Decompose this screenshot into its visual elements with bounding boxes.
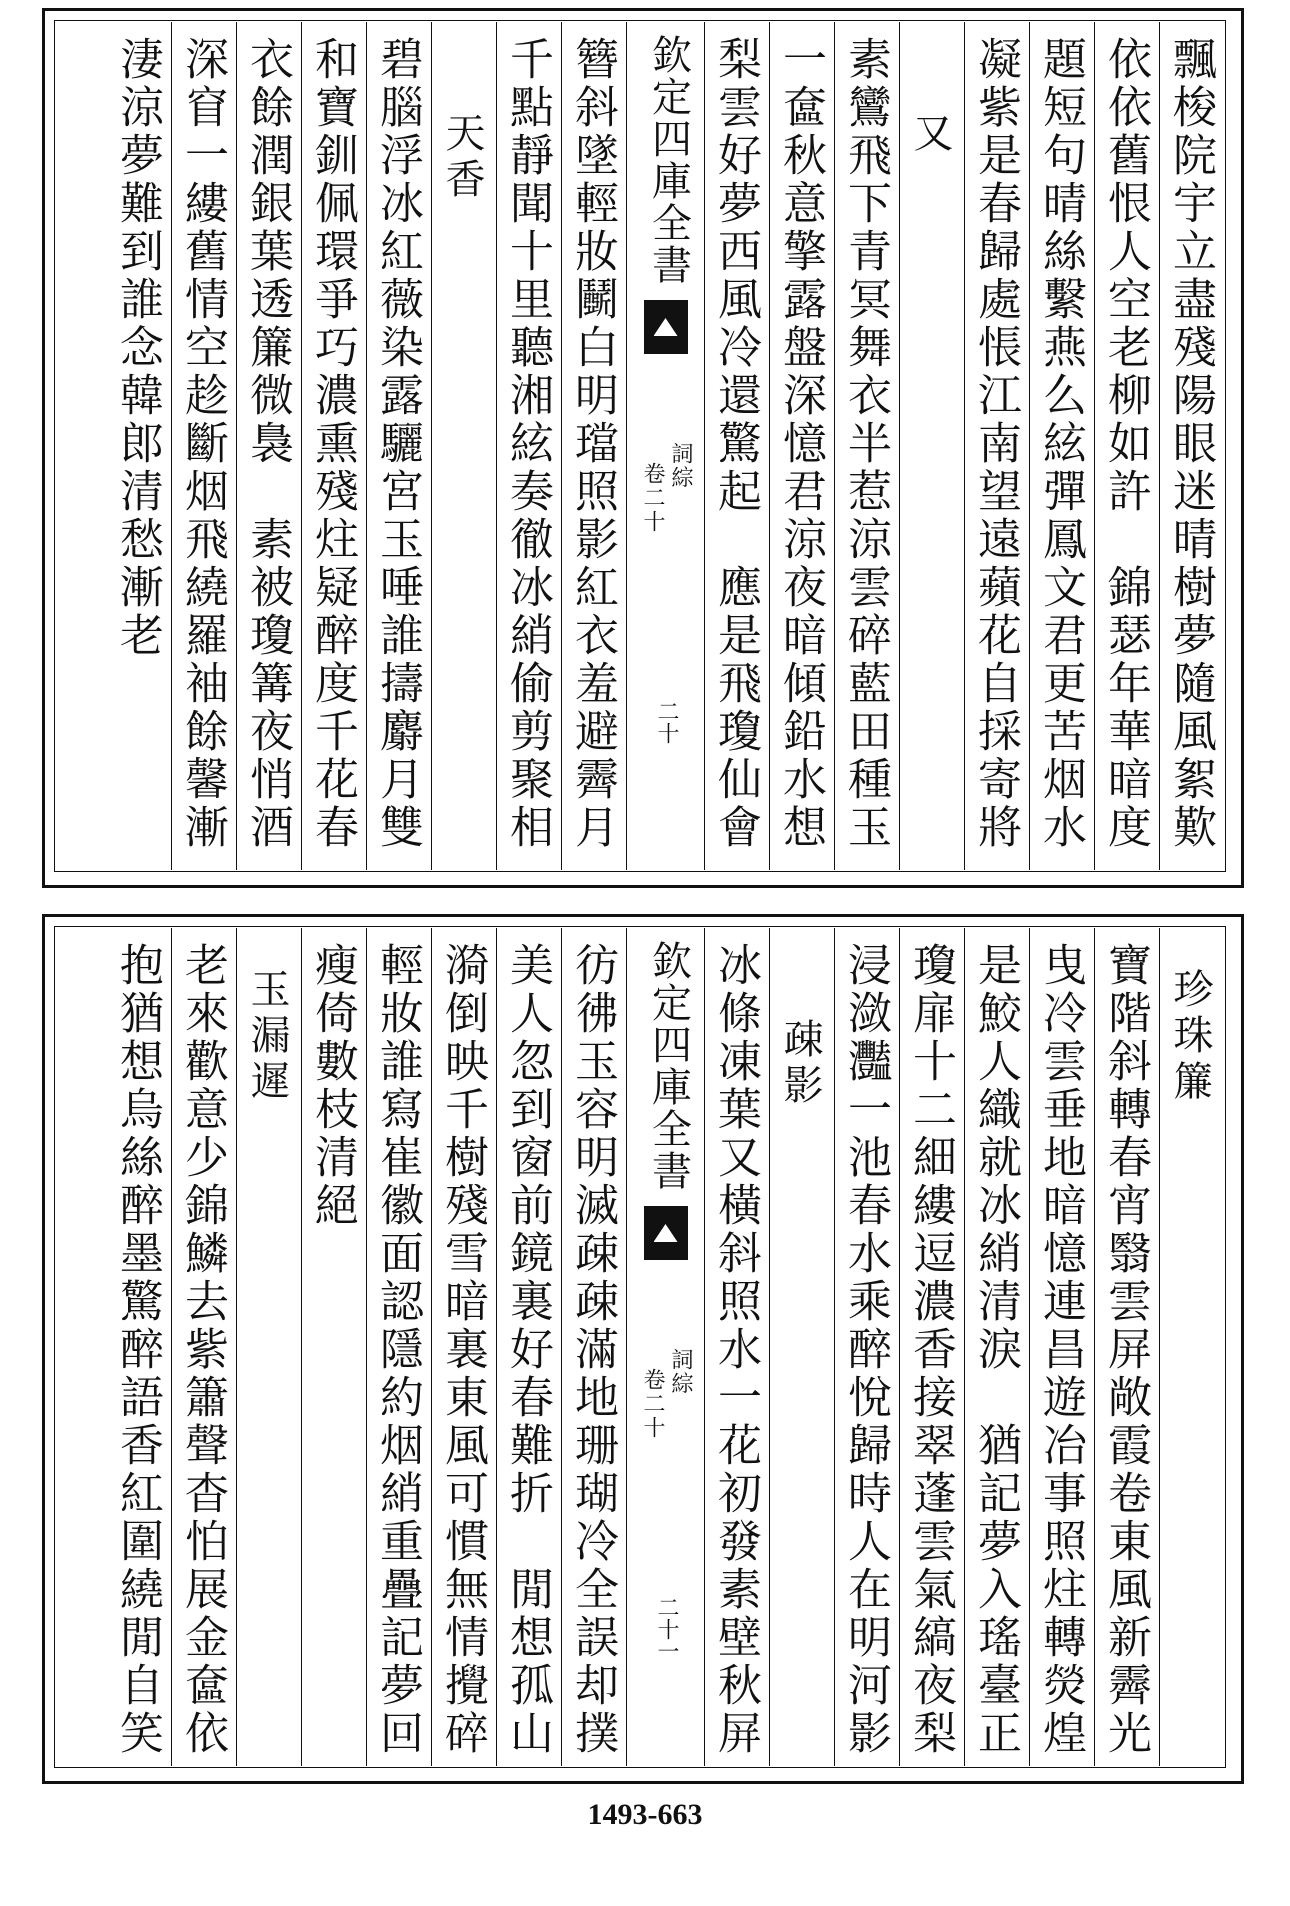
text-column: [366, 928, 431, 1766]
page-number: 二十: [654, 700, 679, 744]
verse-text: 老來歡意少錦鱗去紫簫聲杳怕展金奩依: [177, 942, 228, 1758]
text-column: [301, 928, 366, 1766]
gutter-volume: 卷二十: [640, 462, 665, 534]
text-column: [964, 928, 1029, 1766]
poem-title: 又: [907, 112, 953, 158]
text-column: [1159, 22, 1224, 870]
page-number: 二十一: [654, 1596, 679, 1662]
text-column: [769, 22, 834, 870]
text-column: [171, 22, 236, 870]
bottom-page: [42, 914, 1244, 1784]
text-column: [899, 928, 964, 1766]
text-column: [236, 22, 301, 870]
verse-text: 衣餘潤銀葉透簾微裊 素被瓊篝夜悄酒: [242, 36, 293, 852]
poem-title: 玉漏遲: [244, 968, 290, 1106]
gutter-title: 欽定四庫全書: [645, 34, 692, 286]
text-column: [964, 22, 1029, 870]
poem-title: 天香: [439, 112, 485, 204]
gutter-book: 詞綜: [668, 1348, 693, 1396]
text-column: [496, 22, 561, 870]
verse-text: 是鮫人織就冰綃清淚 猶記夢入瑤臺正: [970, 942, 1021, 1758]
sheet-number: 1493-663: [587, 1798, 703, 1831]
verse-text: 深窅一縷舊情空趁斷烟飛繞羅袖餘馨漸: [177, 36, 228, 852]
poem-title-column: [1159, 928, 1224, 1766]
center-gutter: [626, 928, 704, 1766]
text-column: [834, 22, 899, 870]
verse-text: 簪斜墜輕妝鬭白明璫照影紅衣羞避霽月: [567, 36, 618, 852]
verse-text: 一奩秋意擎露盤深憶君涼夜暗傾鉛水想: [775, 36, 826, 852]
text-column: [561, 22, 626, 870]
verse-text: 瓊扉十二細縷逗濃香接翠蓬雲氣縞夜梨: [905, 942, 956, 1758]
text-column: [1029, 22, 1094, 870]
verse-text: 浸潋灩一池春水乘醉悅歸時人在明河影: [840, 942, 891, 1758]
text-column: [301, 22, 366, 870]
verse-text: 瘦倚數枝清絕: [307, 942, 358, 1230]
verse-text: 寶階斜轉春宵翳雲屏敞霞卷東風新霽光: [1100, 942, 1151, 1758]
text-column: [704, 928, 769, 1766]
verse-text: 輕妝誰寫崔徽面認隱約烟綃重疊記夢回: [372, 942, 423, 1758]
verse-text: 千點靜聞十里聽湘絃奏徹冰綃偷剪聚相: [502, 36, 553, 852]
verse-text: 漪倒映千樹殘雪暗裏東風可慣無情攪碎: [437, 942, 488, 1758]
top-columns: [56, 22, 1224, 870]
verse-text: 冰條凍葉又橫斜照水一花初發素壁秋屏: [710, 942, 761, 1758]
verse-text: 凝紫是春歸處悵江南望遠蘋花自採寄將: [970, 36, 1021, 852]
center-gutter: [626, 22, 704, 870]
text-column: [834, 928, 899, 1766]
verse-text: 題短句晴絲繫燕么絃彈鳳文君更苦烟水: [1035, 36, 1086, 852]
gutter-volume: 卷二十: [640, 1368, 665, 1440]
fishtail-mark-icon: [644, 1206, 688, 1260]
text-column: [1094, 928, 1159, 1766]
text-column: [171, 928, 236, 1766]
poem-title-column: [899, 22, 964, 870]
verse-text: 依依舊恨人空老柳如許 錦瑟年華暗度: [1100, 36, 1151, 852]
poem-title: 疎影: [777, 1018, 823, 1110]
verse-text: 飄梭院宇立盡殘陽眼迷晴樹夢隨風絮歎: [1165, 36, 1216, 852]
poem-title-column: [236, 928, 301, 1766]
verse-text: 梨雲好夢西風冷還驚起 應是飛瓊仙會: [710, 36, 761, 852]
top-page: [42, 8, 1244, 888]
text-column: [704, 22, 769, 870]
verse-text: 曳冷雲垂地暗憶連昌遊冶事照炷轉熒煌: [1035, 942, 1086, 1758]
verse-text: 碧腦浮冰紅薇染露驪宮玉唾誰擣麝月雙: [372, 36, 423, 852]
verse-text: 淒涼夢難到誰念韓郎清愁漸老: [112, 36, 163, 660]
bottom-columns: [56, 928, 1224, 1766]
verse-text: 美人忽到窗前鏡裏好春難折 閒想孤山: [502, 942, 553, 1758]
gutter-title: 欽定四庫全書: [645, 940, 692, 1192]
fishtail-mark-icon: [644, 300, 688, 354]
poem-title: 珍珠簾: [1167, 968, 1213, 1106]
verse-text: 素鸞飛下青冥舞衣半惹涼雲碎藍田種玉: [840, 36, 891, 852]
poem-title-column: [769, 928, 834, 1766]
verse-text: 彷彿玉容明滅疎疎滿地珊瑚冷全誤却撲: [567, 942, 618, 1758]
text-column: [366, 22, 431, 870]
text-column: [496, 928, 561, 1766]
text-column: [1029, 928, 1094, 1766]
text-column: [1094, 22, 1159, 870]
text-column: [561, 928, 626, 1766]
text-column: [106, 928, 171, 1766]
poem-title-column: [431, 22, 496, 870]
verse-text: 抱猶想烏絲醉墨驚醉語香紅圍繞閒自笑: [112, 942, 163, 1758]
verse-text: 和寶釧佩環爭巧濃熏殘炷疑醉度千花春: [307, 36, 358, 852]
gutter-book: 詞綜: [668, 442, 693, 490]
text-column: [431, 928, 496, 1766]
text-column: [106, 22, 171, 870]
